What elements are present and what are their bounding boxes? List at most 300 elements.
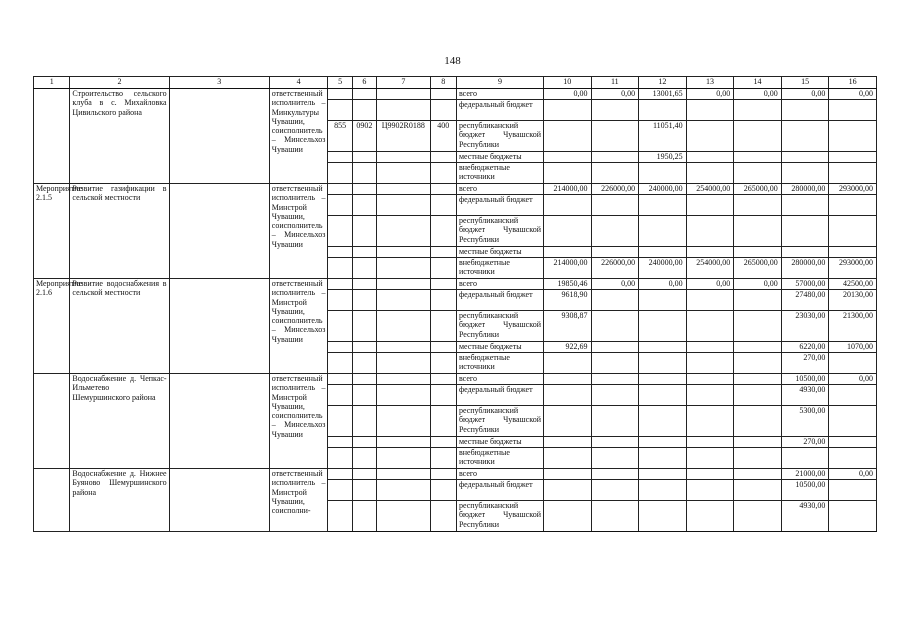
source-cell: всего	[456, 279, 543, 290]
empty-cell	[169, 279, 269, 374]
column-header-5: 5	[328, 77, 352, 89]
value-cell	[781, 216, 829, 247]
value-cell	[639, 290, 687, 311]
value-cell: 0,00	[591, 89, 639, 100]
value-cell	[591, 121, 639, 152]
value-cell: 4930,00	[781, 385, 829, 406]
value-cell: 265000,00	[734, 258, 782, 279]
code-cell	[430, 480, 456, 501]
source-cell: местные бюджеты	[456, 437, 543, 448]
value-cell	[686, 247, 734, 258]
value-cell	[591, 342, 639, 353]
value-cell	[781, 448, 829, 469]
source-cell: республиканский бюджет Чувашской Республики	[456, 216, 543, 247]
value-cell	[639, 469, 687, 480]
column-header-12: 12	[639, 77, 687, 89]
code-cell	[352, 437, 376, 448]
code-cell	[377, 258, 431, 279]
code-cell: Ц9902R0188	[377, 121, 431, 152]
value-cell: 9308,87	[543, 311, 591, 342]
value-cell: 9618,90	[543, 290, 591, 311]
empty-cell	[169, 184, 269, 279]
code-cell	[377, 163, 431, 184]
code-cell	[377, 385, 431, 406]
measure-cell	[34, 374, 70, 469]
value-cell	[829, 163, 877, 184]
value-cell	[734, 437, 782, 448]
code-cell	[352, 152, 376, 163]
code-cell	[352, 385, 376, 406]
value-cell: 254000,00	[686, 258, 734, 279]
value-cell: 0,00	[591, 279, 639, 290]
value-cell	[543, 469, 591, 480]
value-cell	[686, 100, 734, 121]
value-cell	[686, 406, 734, 437]
code-cell	[328, 448, 352, 469]
value-cell	[734, 216, 782, 247]
value-cell	[639, 195, 687, 216]
code-cell	[430, 406, 456, 437]
code-cell	[377, 353, 431, 374]
code-cell: 855	[328, 121, 352, 152]
value-cell	[639, 437, 687, 448]
code-cell: 400	[430, 121, 456, 152]
empty-cell	[169, 469, 269, 532]
value-cell	[781, 152, 829, 163]
source-cell: федеральный бюджет	[456, 290, 543, 311]
column-header-11: 11	[591, 77, 639, 89]
value-cell	[829, 216, 877, 247]
value-cell	[734, 152, 782, 163]
value-cell	[543, 247, 591, 258]
value-cell	[639, 247, 687, 258]
source-cell: внебюджетные источники	[456, 353, 543, 374]
value-cell	[734, 195, 782, 216]
value-cell: 0,00	[639, 279, 687, 290]
value-cell: 4930,00	[781, 501, 829, 532]
value-cell	[686, 195, 734, 216]
value-cell	[781, 100, 829, 121]
value-cell: 280000,00	[781, 184, 829, 195]
source-cell: местные бюджеты	[456, 247, 543, 258]
code-cell	[377, 469, 431, 480]
code-cell	[430, 342, 456, 353]
measure-cell	[34, 469, 70, 532]
value-cell	[686, 121, 734, 152]
code-cell	[377, 184, 431, 195]
code-cell	[328, 437, 352, 448]
code-cell	[377, 501, 431, 532]
code-cell	[352, 501, 376, 532]
code-cell	[328, 163, 352, 184]
value-cell: 0,00	[829, 89, 877, 100]
value-cell	[639, 406, 687, 437]
executor-cell: ответственный исполнитель – Минстрой Чувашии, соисполнитель – Минсельхоз Чувашии	[269, 184, 328, 279]
value-cell	[686, 480, 734, 501]
code-cell	[328, 342, 352, 353]
code-cell	[328, 184, 352, 195]
value-cell	[829, 501, 877, 532]
value-cell	[543, 480, 591, 501]
name-cell: Развитие газификации в сельской местности	[70, 184, 169, 279]
code-cell	[430, 290, 456, 311]
value-cell	[591, 247, 639, 258]
code-cell	[328, 195, 352, 216]
value-cell	[639, 216, 687, 247]
value-cell	[543, 501, 591, 532]
measure-cell: Мероприятие 2.1.5	[34, 184, 70, 279]
column-header-4: 4	[269, 77, 328, 89]
value-cell: 0,00	[781, 89, 829, 100]
value-cell: 57000,00	[781, 279, 829, 290]
code-cell	[430, 89, 456, 100]
code-cell: 0902	[352, 121, 376, 152]
value-cell: 21000,00	[781, 469, 829, 480]
value-cell	[686, 163, 734, 184]
code-cell	[377, 311, 431, 342]
value-cell	[591, 163, 639, 184]
value-cell: 293000,00	[829, 184, 877, 195]
executor-cell: ответственный исполнитель – Минкультуры Чувашии, соисполнитель – Минсельхоз Чувашии	[269, 89, 328, 184]
column-header-1: 1	[34, 77, 70, 89]
empty-cell	[169, 374, 269, 469]
table-row	[34, 374, 877, 385]
value-cell: 226000,00	[591, 184, 639, 195]
value-cell	[591, 437, 639, 448]
value-cell: 0,00	[734, 89, 782, 100]
value-cell	[543, 100, 591, 121]
source-cell: внебюджетные источники	[456, 163, 543, 184]
value-cell	[591, 501, 639, 532]
code-cell	[352, 290, 376, 311]
value-cell	[734, 353, 782, 374]
source-cell: федеральный бюджет	[456, 195, 543, 216]
code-cell	[352, 342, 376, 353]
code-cell	[352, 374, 376, 385]
value-cell	[591, 100, 639, 121]
code-cell	[377, 100, 431, 121]
value-cell	[734, 374, 782, 385]
code-cell	[377, 195, 431, 216]
code-cell	[328, 258, 352, 279]
value-cell	[543, 353, 591, 374]
value-cell: 293000,00	[829, 258, 877, 279]
value-cell	[829, 437, 877, 448]
code-cell	[430, 163, 456, 184]
code-cell	[328, 501, 352, 532]
source-cell: федеральный бюджет	[456, 100, 543, 121]
page-number: 148	[444, 55, 461, 67]
value-cell	[734, 163, 782, 184]
value-cell	[829, 195, 877, 216]
value-cell	[543, 195, 591, 216]
code-cell	[352, 247, 376, 258]
column-header-14: 14	[734, 77, 782, 89]
value-cell	[734, 311, 782, 342]
value-cell	[829, 100, 877, 121]
code-cell	[352, 184, 376, 195]
code-cell	[328, 89, 352, 100]
code-cell	[430, 195, 456, 216]
value-cell: 270,00	[781, 353, 829, 374]
value-cell	[686, 385, 734, 406]
value-cell	[543, 406, 591, 437]
value-cell	[543, 437, 591, 448]
code-cell	[352, 480, 376, 501]
source-cell: республиканский бюджет Чувашской Республики	[456, 121, 543, 152]
code-cell	[328, 311, 352, 342]
value-cell	[591, 152, 639, 163]
source-cell: всего	[456, 184, 543, 195]
value-cell	[686, 469, 734, 480]
value-cell	[734, 406, 782, 437]
column-header-3: 3	[169, 77, 269, 89]
value-cell	[781, 121, 829, 152]
value-cell	[543, 385, 591, 406]
name-cell: Строительство сельского клуба в с. Михайловка Цивильского района	[70, 89, 169, 184]
value-cell: 270,00	[781, 437, 829, 448]
source-cell: республиканский бюджет Чувашской Республики	[456, 406, 543, 437]
source-cell: всего	[456, 469, 543, 480]
value-cell	[543, 448, 591, 469]
value-cell	[829, 121, 877, 152]
header-row	[34, 77, 877, 89]
value-cell	[734, 290, 782, 311]
value-cell: 0,00	[686, 279, 734, 290]
column-header-8: 8	[430, 77, 456, 89]
code-cell	[377, 406, 431, 437]
code-cell	[328, 469, 352, 480]
code-cell	[430, 385, 456, 406]
value-cell: 265000,00	[734, 184, 782, 195]
value-cell	[829, 406, 877, 437]
value-cell	[686, 216, 734, 247]
column-header-16: 16	[829, 77, 877, 89]
value-cell: 214000,00	[543, 258, 591, 279]
code-cell	[352, 195, 376, 216]
code-cell	[430, 437, 456, 448]
value-cell	[591, 480, 639, 501]
value-cell	[686, 501, 734, 532]
value-cell: 20130,00	[829, 290, 877, 311]
code-cell	[377, 247, 431, 258]
value-cell	[639, 353, 687, 374]
value-cell	[639, 311, 687, 342]
source-cell: всего	[456, 374, 543, 385]
table-row	[34, 279, 877, 290]
name-cell: Водоснабжение д. Нижнее Буяново Шемуршинского района	[70, 469, 169, 532]
value-cell: 10500,00	[781, 480, 829, 501]
value-cell	[734, 480, 782, 501]
value-cell	[781, 247, 829, 258]
value-cell	[686, 437, 734, 448]
code-cell	[352, 406, 376, 437]
code-cell	[377, 342, 431, 353]
value-cell	[591, 216, 639, 247]
source-cell: местные бюджеты	[456, 152, 543, 163]
value-cell	[734, 342, 782, 353]
value-cell: 10500,00	[781, 374, 829, 385]
value-cell	[734, 121, 782, 152]
code-cell	[352, 100, 376, 121]
code-cell	[352, 448, 376, 469]
value-cell	[639, 163, 687, 184]
value-cell	[639, 501, 687, 532]
code-cell	[430, 353, 456, 374]
table-row	[34, 469, 877, 480]
value-cell	[543, 374, 591, 385]
value-cell	[686, 152, 734, 163]
value-cell: 922,69	[543, 342, 591, 353]
source-cell: внебюджетные источники	[456, 258, 543, 279]
value-cell	[686, 353, 734, 374]
code-cell	[377, 374, 431, 385]
value-cell: 1070,00	[829, 342, 877, 353]
code-cell	[352, 89, 376, 100]
value-cell	[639, 448, 687, 469]
code-cell	[328, 100, 352, 121]
value-cell	[781, 195, 829, 216]
value-cell: 280000,00	[781, 258, 829, 279]
code-cell	[430, 469, 456, 480]
value-cell: 240000,00	[639, 184, 687, 195]
column-header-7: 7	[377, 77, 431, 89]
value-cell	[591, 353, 639, 374]
value-cell	[686, 374, 734, 385]
value-cell	[829, 385, 877, 406]
value-cell: 0,00	[686, 89, 734, 100]
table-row	[34, 184, 877, 195]
value-cell	[639, 100, 687, 121]
code-cell	[430, 258, 456, 279]
value-cell	[734, 100, 782, 121]
value-cell	[686, 448, 734, 469]
code-cell	[352, 258, 376, 279]
value-cell: 0,00	[829, 469, 877, 480]
value-cell: 0,00	[829, 374, 877, 385]
column-header-9: 9	[456, 77, 543, 89]
value-cell: 6220,00	[781, 342, 829, 353]
executor-cell: ответственный исполнитель – Минстрой Чувашии, соисполни-	[269, 469, 328, 532]
value-cell	[734, 501, 782, 532]
code-cell	[328, 290, 352, 311]
value-cell: 214000,00	[543, 184, 591, 195]
name-cell: Развитие водоснабжения в сельской местности	[70, 279, 169, 374]
value-cell	[639, 342, 687, 353]
value-cell	[591, 469, 639, 480]
code-cell	[328, 385, 352, 406]
value-cell	[829, 247, 877, 258]
value-cell	[591, 290, 639, 311]
code-cell	[430, 374, 456, 385]
name-cell: Водоснабжение д. Чепкас-Ильметево Шемуршинского района	[70, 374, 169, 469]
value-cell	[591, 406, 639, 437]
value-cell	[591, 195, 639, 216]
source-cell: внебюджетные источники	[456, 448, 543, 469]
table-row	[34, 89, 877, 100]
code-cell	[430, 247, 456, 258]
code-cell	[377, 448, 431, 469]
code-cell	[377, 279, 431, 290]
value-cell	[543, 121, 591, 152]
code-cell	[352, 163, 376, 184]
value-cell	[686, 342, 734, 353]
code-cell	[377, 290, 431, 311]
code-cell	[430, 311, 456, 342]
code-cell	[430, 448, 456, 469]
column-header-2: 2	[70, 77, 169, 89]
source-cell: федеральный бюджет	[456, 480, 543, 501]
code-cell	[328, 279, 352, 290]
value-cell	[639, 480, 687, 501]
source-cell: республиканский бюджет Чувашской Республики	[456, 501, 543, 532]
value-cell	[734, 448, 782, 469]
executor-cell: ответственный исполнитель – Минстрой Чувашии, соисполнитель – Минсельхоз Чувашии	[269, 374, 328, 469]
code-cell	[328, 406, 352, 437]
value-cell	[829, 480, 877, 501]
code-cell	[328, 374, 352, 385]
code-cell	[377, 437, 431, 448]
value-cell	[543, 216, 591, 247]
value-cell	[639, 385, 687, 406]
value-cell: 0,00	[543, 89, 591, 100]
value-cell	[829, 353, 877, 374]
code-cell	[430, 501, 456, 532]
value-cell	[543, 152, 591, 163]
value-cell: 11051,40	[639, 121, 687, 152]
source-cell: всего	[456, 89, 543, 100]
code-cell	[352, 353, 376, 374]
value-cell	[781, 163, 829, 184]
code-cell	[328, 480, 352, 501]
value-cell: 19850,46	[543, 279, 591, 290]
value-cell: 21300,00	[829, 311, 877, 342]
code-cell	[328, 353, 352, 374]
code-cell	[430, 216, 456, 247]
value-cell	[639, 374, 687, 385]
measure-cell	[34, 89, 70, 184]
column-header-10: 10	[543, 77, 591, 89]
column-header-13: 13	[686, 77, 734, 89]
code-cell	[328, 216, 352, 247]
value-cell	[734, 469, 782, 480]
column-header-6: 6	[352, 77, 376, 89]
value-cell	[829, 152, 877, 163]
value-cell: 240000,00	[639, 258, 687, 279]
code-cell	[352, 216, 376, 247]
value-cell	[734, 247, 782, 258]
value-cell: 23030,00	[781, 311, 829, 342]
value-cell: 42500,00	[829, 279, 877, 290]
measure-cell: Мероприятие 2.1.6	[34, 279, 70, 374]
code-cell	[352, 469, 376, 480]
value-cell	[686, 311, 734, 342]
value-cell	[591, 385, 639, 406]
budget-table	[33, 76, 877, 532]
source-cell: федеральный бюджет	[456, 385, 543, 406]
code-cell	[430, 279, 456, 290]
value-cell: 5300,00	[781, 406, 829, 437]
value-cell	[543, 163, 591, 184]
value-cell	[734, 385, 782, 406]
code-cell	[377, 89, 431, 100]
code-cell	[328, 152, 352, 163]
source-cell: республиканский бюджет Чувашской Республики	[456, 311, 543, 342]
value-cell: 1950,25	[639, 152, 687, 163]
value-cell: 226000,00	[591, 258, 639, 279]
value-cell	[591, 448, 639, 469]
code-cell	[352, 311, 376, 342]
